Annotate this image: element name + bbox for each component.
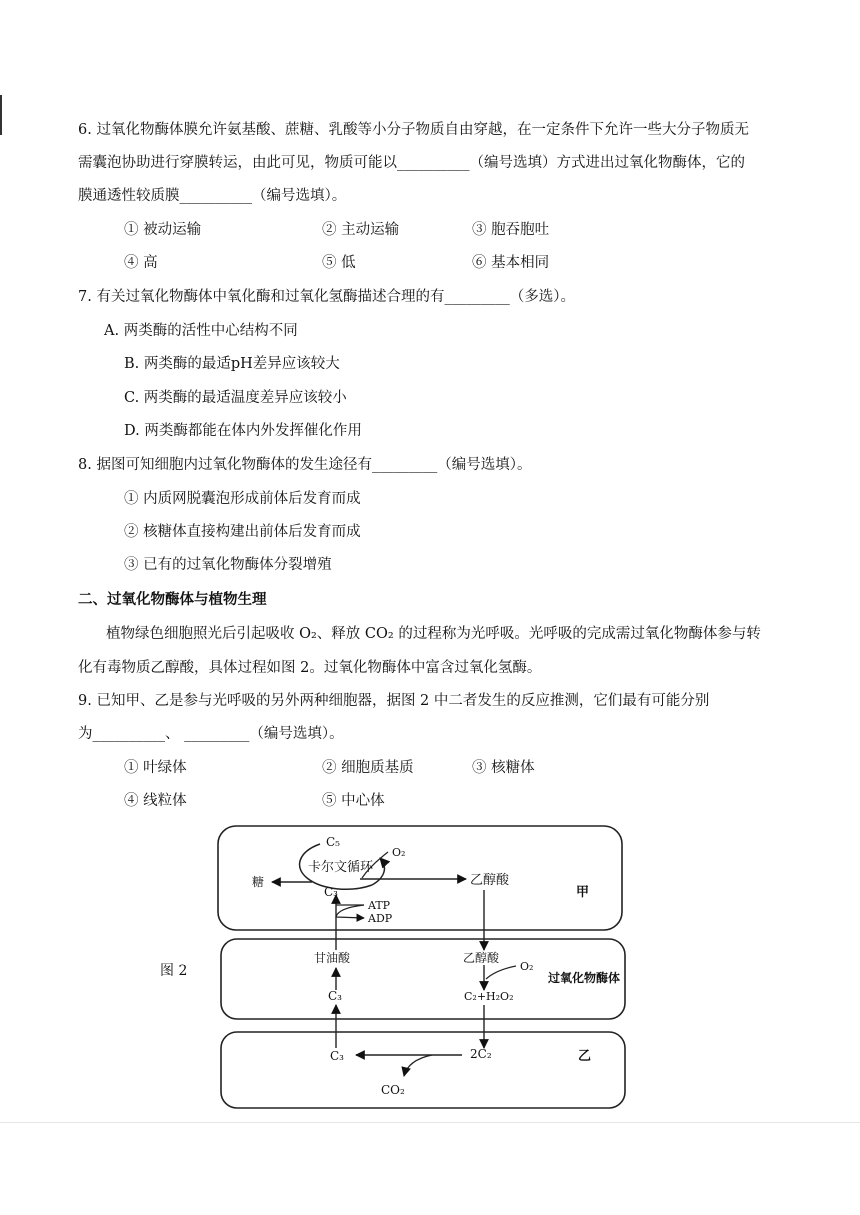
label-c3-mid: C₃ xyxy=(328,989,342,1003)
q7-option-b: B. 两类酶的最适pH差异应该较大 xyxy=(124,356,340,372)
q8-option-1: ① 内质网脱囊泡形成前体后发育而成 xyxy=(124,491,361,507)
section-2-paragraph-line-2: 化有毒物质乙醇酸，具体过程如图 2。过氧化物酶体中富含过氧化氢酶。 xyxy=(78,660,542,676)
label-c2-h2o2: C₂+H₂O₂ xyxy=(464,990,514,1003)
label-atp: ATP xyxy=(368,899,391,912)
q6-stem-line-3: 膜通透性较质膜__________（编号选填）。 xyxy=(78,188,347,204)
q7-stem: 7. 有关过氧化物酶体中氧化酶和过氧化氢酶描述合理的有_________（多选）。 xyxy=(78,289,575,305)
q7-option-d: D. 两类酶都能在体内外发挥催化作用 xyxy=(124,423,362,439)
label-yi: 乙 xyxy=(578,1049,592,1064)
atp-adp-arrow xyxy=(336,905,364,918)
arrow-to-co2 xyxy=(404,1055,432,1076)
q9-option-2: ② 细胞质基质 xyxy=(322,760,414,776)
q9-option-3: ③ 核糖体 xyxy=(472,760,535,776)
q6-option-4: ④ 高 xyxy=(124,255,158,271)
label-o2-mid: O₂ xyxy=(520,960,534,973)
q6-stem-line-2: 需囊泡协助进行穿膜转运，由此可见，物质可能以__________（编号选填）方式进出过氧化物酶体，它的 xyxy=(78,155,745,171)
section-2-paragraph-line-1: 植物绿色细胞照光后引起吸收 O₂、释放 CO₂ 的过程称为光呼吸。光呼吸的完成需过氧化物酶体参与转 xyxy=(106,626,761,642)
page-bottom-divider xyxy=(0,1122,860,1123)
label-calvin-cycle: 卡尔文循环 xyxy=(308,860,374,875)
calvin-cycle-arc xyxy=(300,844,372,889)
label-glycolate-mid: 乙醇酸 xyxy=(463,951,500,965)
q6-option-1: ① 被动运输 xyxy=(124,222,202,238)
organelle-jia-box xyxy=(218,826,622,930)
label-c3-bottom: C₃ xyxy=(330,1049,344,1063)
q6-option-5: ⑤ 低 xyxy=(322,255,356,271)
label-c3-top: C₃ xyxy=(324,885,338,899)
q9-option-4: ④ 线粒体 xyxy=(124,793,187,809)
label-jia: 甲 xyxy=(576,885,590,900)
label-glycerate: 甘油酸 xyxy=(314,951,351,965)
label-c5: C₅ xyxy=(326,835,340,849)
q7-option-c: C. 两类酶的最适温度差异应该较小 xyxy=(124,390,347,406)
calvin-cycle-arrow xyxy=(372,858,384,885)
q9-stem-line-2: 为__________、 _________（编号选填）。 xyxy=(78,726,344,742)
q8-option-2: ② 核糖体直接构建出前体后发育而成 xyxy=(124,524,361,540)
label-peroxisome: 过氧化物酶体 xyxy=(548,971,621,985)
q9-option-1: ① 叶绿体 xyxy=(124,760,187,776)
page-edge-mark xyxy=(0,95,2,135)
o2-peroxisome-curve xyxy=(486,966,516,979)
label-adp: ADP xyxy=(368,912,393,925)
q9-stem-line-1: 9. 已知甲、乙是参与光呼吸的另外两种细胞器，据图 2 中二者发生的反应推测，它们最有可能分别 xyxy=(78,693,710,709)
q7-option-a: A. 两类酶的活性中心结构不同 xyxy=(104,323,298,339)
figure-label: 图 2 xyxy=(160,963,188,979)
q6-option-2: ② 主动运输 xyxy=(322,222,400,238)
label-co2: CO₂ xyxy=(381,1083,405,1097)
q8-option-3: ③ 已有的过氧化物酶体分裂增殖 xyxy=(124,557,332,573)
section-2-heading: 二、过氧化物酶体与植物生理 xyxy=(78,591,267,608)
q6-option-3: ③ 胞吞胞吐 xyxy=(472,222,550,238)
q6-stem-line-1: 6. 过氧化物酶体膜允许氨基酸、蔗糖、乳酸等小分子物质自由穿越，在一定条件下允许一些大分子物质无 xyxy=(78,122,749,138)
label-glycolate-top: 乙醇酸 xyxy=(470,873,510,888)
q8-stem: 8. 据图可知细胞内过氧化物酶体的发生途径有_________（编号选填）。 xyxy=(78,457,532,473)
peroxisome-box xyxy=(221,939,625,1019)
label-o2-top: O₂ xyxy=(392,846,406,859)
q6-option-6: ⑥ 基本相同 xyxy=(472,255,550,271)
label-2c2: 2C₂ xyxy=(470,1047,492,1061)
label-sugar: 糖 xyxy=(252,875,265,889)
q9-option-5: ⑤ 中心体 xyxy=(322,793,385,809)
o2-consumption-curve xyxy=(362,852,388,878)
organelle-yi-box xyxy=(221,1032,625,1108)
